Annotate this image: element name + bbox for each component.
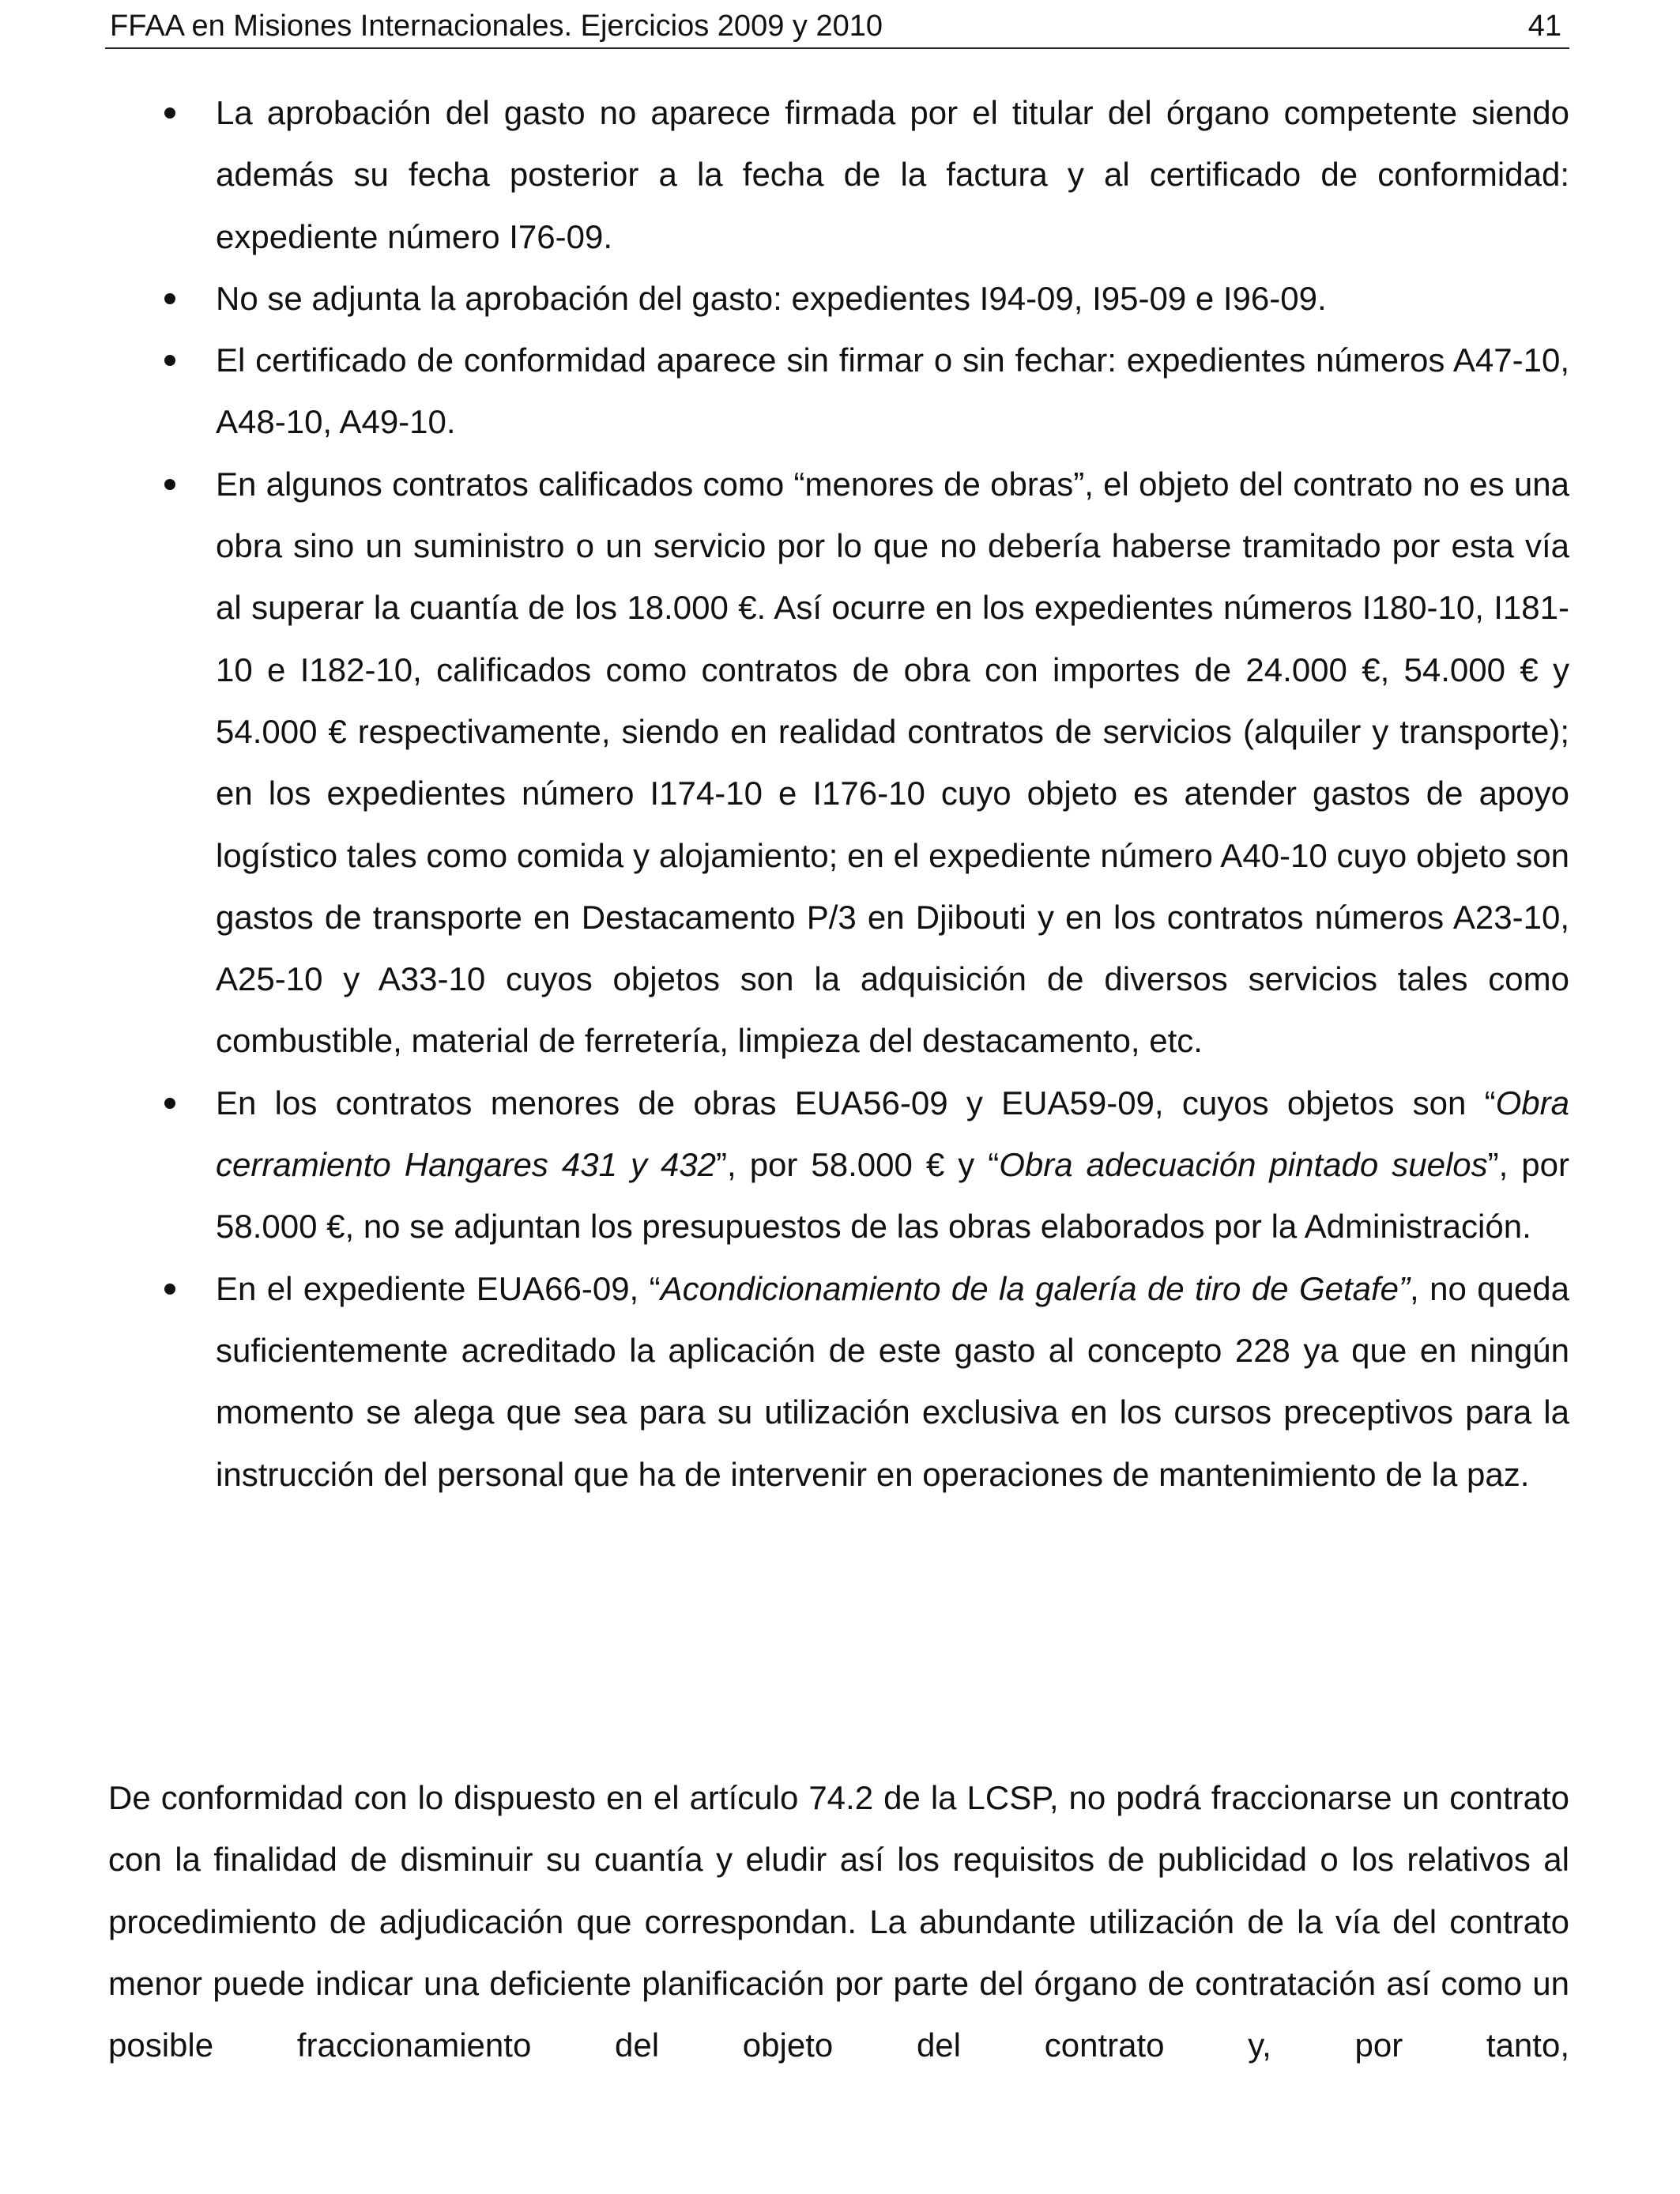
bullet-text-segment: ”, por 58.000 € y “ (716, 1146, 1000, 1184)
italic-title: Obra adecuación pintado suelos (999, 1146, 1488, 1184)
bullet-text-segment: ”, por 58.000 €, no se adjuntan los presupuestos de las obras elaborados por la Administración. (216, 1146, 1570, 1246)
bullet-icon (164, 1098, 175, 1109)
list-item (105, 1072, 1569, 1258)
bullet-text: No se adjunta la aprobación del gasto: expedientes I94-09, I95-09 e I96-09. (216, 279, 1327, 317)
bullet-text (216, 1084, 1569, 1246)
bullet-icon (164, 107, 175, 119)
bullet-icon (164, 293, 175, 304)
bullet-icon (164, 355, 175, 366)
page-number: 41 (1527, 9, 1561, 43)
list-item (105, 268, 1569, 330)
bullet-text: En algunos contratos calificados como “menores de obras”, el objeto del contrato no es una obra sino un suministro o un servicio por lo que no debería haberse tramitado por esta vía al superar la cuantía de los 18.000 €. Así ocurre en los expedientes números I180-10, I181-10 e I182-10, calificados como contratos de obra con importes de 24.000 €, 54.000 € y 54.000 € respectivamente, siendo en realidad contratos de servicios (alquiler y transporte); en los expedientes número I174-10 e I176-10 cuyo objeto es atender gastos de apoyo logístico tales como comida y alojamiento; en el expediente número A40-10 cuyo objeto son gastos de transporte en Destacamento P/3 en Djibouti y en los contratos números A23-10, A25-10 y A33-10 cuyos objetos son la adquisición de diversos servicios tales como combustible, material de ferretería, limpieza del destacamento, etc. (216, 465, 1569, 1060)
bullet-text (216, 1270, 1569, 1493)
italic-title: Obra cerramiento Hangares 431 y 432 (216, 1084, 1569, 1184)
bullet-text-segment: En los contratos menores de obras EUA56-09 y EUA59-09, cuyos objetos son “ (216, 1084, 1496, 1122)
bullet-text: La aprobación del gasto no aparece firmada por el titular del órgano competente siendo además su fecha posterior a la fecha de la factura y al certificado de conformidad: expediente número I76-09. (216, 94, 1569, 255)
list-item (105, 1258, 1569, 1506)
body-paragraph: De conformidad con lo dispuesto en el artículo 74.2 de la LCSP, no podrá fraccionarse un contrato con la finalidad de disminuir su cuantía y eludir así los requisitos de publicidad o los relativos al procedimiento de adjudicación que correspondan. La abundante utilización de la vía del contrato menor puede indicar una deficiente planificación por parte del órgano de contratación así como un posible fraccionamiento del objeto del contrato y, por tanto, (108, 1779, 1569, 2064)
italic-title: Acondicionamiento de la galería de tiro de Getafe” (660, 1269, 1411, 1307)
bullet-icon (164, 1284, 175, 1295)
running-header (105, 5, 1569, 49)
list-item (105, 82, 1569, 268)
bullet-icon (164, 479, 175, 490)
list-item (105, 330, 1569, 454)
bullet-text-segment: En el expediente EUA66-09, “ (216, 1269, 661, 1307)
bullet-text: El certificado de conformidad aparece sin firmar o sin fechar: expedientes números A47-10, A48-10, A49-10. (216, 341, 1569, 441)
list-item (105, 454, 1569, 1072)
bullet-text-segment: , no queda suficientemente acreditado la aplicación de este gasto al concepto 228 ya que en ningún momento se alega que sea para su utilización exclusiva en los cursos preceptivos para la instrucción del personal que ha de intervenir en operaciones de mantenimiento de la paz. (216, 1269, 1569, 1493)
document-title: FFAA en Misiones Internacionales. Ejercicios 2009 y 2010 (110, 9, 883, 43)
findings-list (105, 82, 1569, 1506)
